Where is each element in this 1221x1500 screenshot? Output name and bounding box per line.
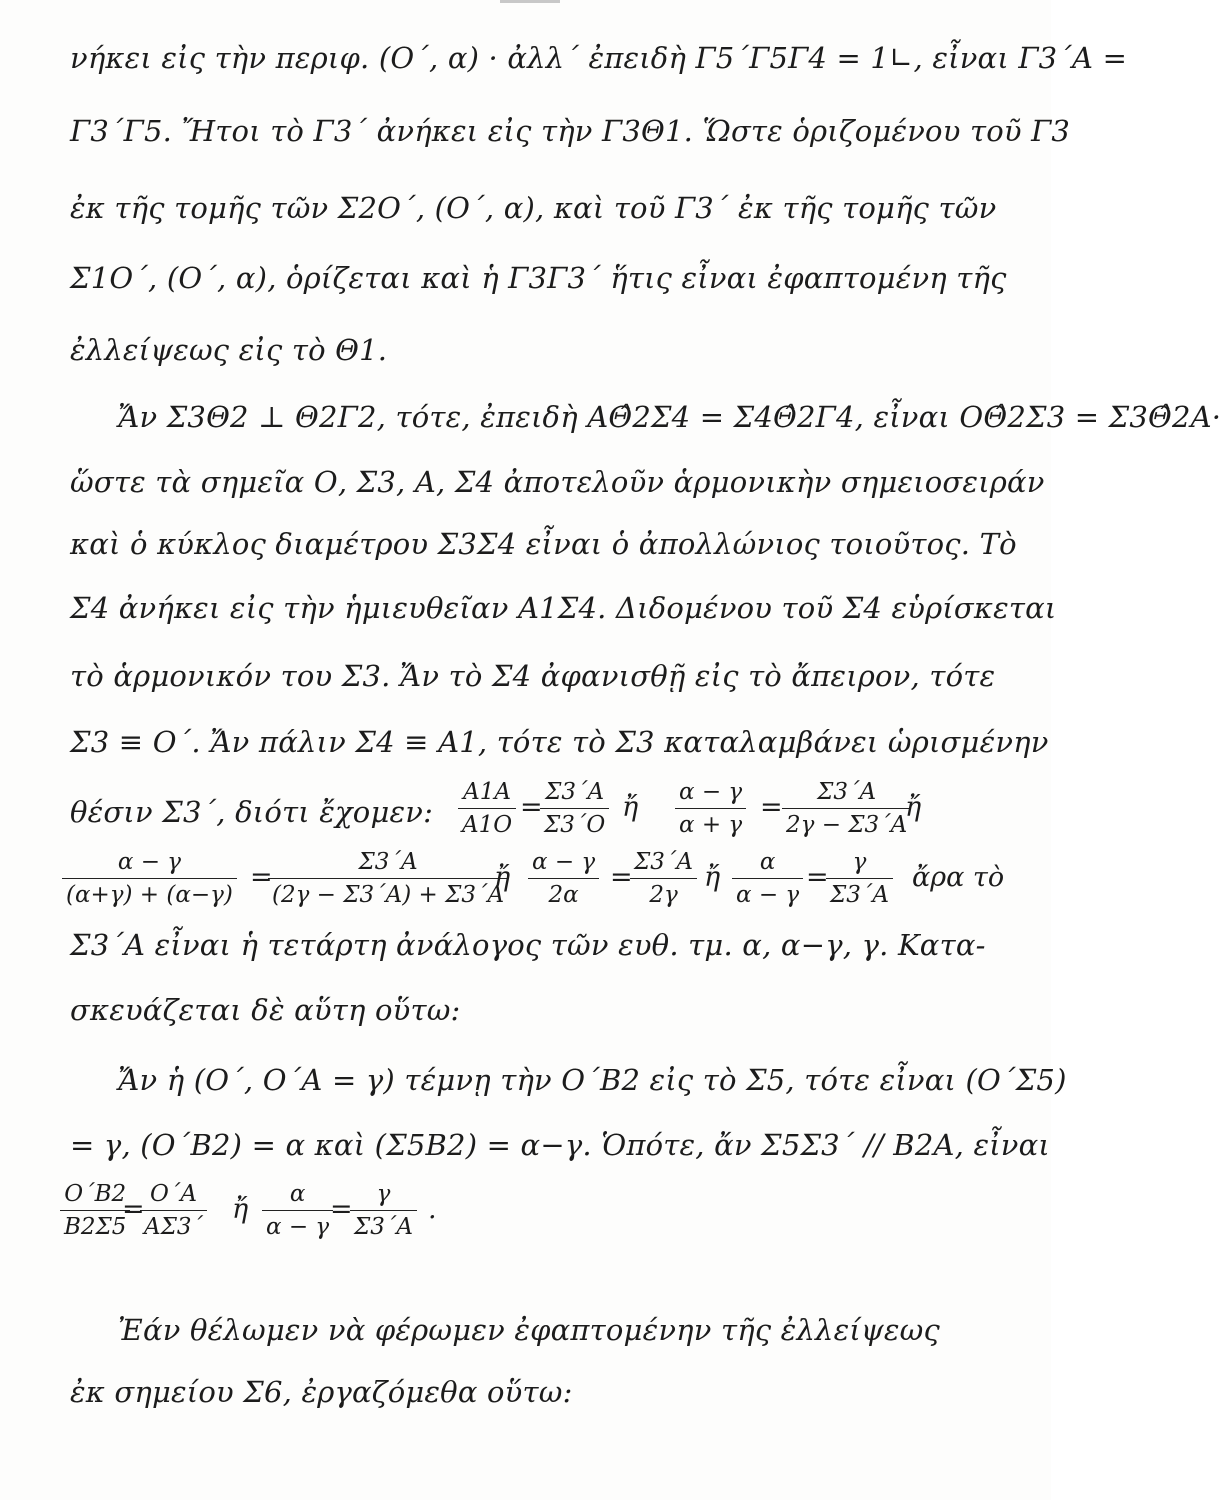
text-line-1: νήκει εἰς τὴν περιφ. (Ο΄, α) · ἀλλ΄ ἐπειδὴ Γ5΄Γ5Γ4 = 1∟, εἶναι Γ3΄Α =	[70, 41, 1128, 75]
formula-fraction: $\frac{\alpha - \gamma}{\alpha + \gamma}$	[675, 778, 746, 839]
text-line-7: ὥστε τὰ σημεῖα Ο, Σ3, Α, Σ4 ἀποτελοῦν ἁρμονικὴν σημειοσειράν	[70, 465, 1045, 499]
formula-row-1	[0, 778, 1051, 838]
formula-fraction: $\frac{\alpha - \gamma}{2\alpha}$	[528, 848, 599, 909]
equals-sign: =	[122, 1194, 145, 1225]
text-line-2: Γ3΄Γ5. Ἤτοι τὸ Γ3΄ ἀνήκει εἰς τὴν Γ3Θ1. Ὥστε ὁριζομένου τοῦ Γ3	[70, 114, 1071, 148]
formula-fraction: $\frac{\Sigma 3΄A}{2\gamma - \Sigma 3΄A}$	[782, 778, 911, 839]
equals-sign: =	[250, 862, 273, 893]
formula-fraction: $\frac{A1A}{A1O}$	[458, 778, 516, 839]
text-fragment: ἄρα τὸ	[912, 862, 1005, 893]
or-word: ἤ	[905, 792, 922, 823]
formula-fraction: $\frac{\gamma}{\Sigma 3΄A}$	[350, 1180, 417, 1241]
text-line-10: τὸ ἁρμονικόν του Σ3. Ἄν τὸ Σ4 ἀφανισθῇ εἰς τὸ ἄπειρον, τότε	[70, 659, 996, 693]
text-line-4: Σ1Ο΄, (Ο΄, α), ὁρίζεται καὶ ἡ Γ3Γ3΄ ἥτις εἶναι ἐφαπτομένη τῆς	[70, 261, 1007, 295]
formula-fraction: $\frac{\Sigma 3΄A}{(2\gamma - \Sigma 3΄A) + \Sigma 3΄A}$	[268, 848, 508, 909]
text-line-8: καὶ ὁ κύκλος διαμέτρου Σ3Σ4 εἶναι ὁ ἀπολλώνιος τοιοῦτος. Τὸ	[70, 527, 1017, 561]
formula-fraction: $\frac{\alpha - \gamma}{(\alpha+\gamma) + (\alpha-\gamma)}$	[62, 848, 237, 909]
text-line-18: ἐκ σημείου Σ6, ἐργαζόμεθα οὕτω:	[70, 1375, 573, 1409]
formula-row-3	[0, 1180, 1051, 1240]
period: .	[428, 1194, 437, 1225]
text-line-16: = γ, (Ο΄Β2) = α καὶ (Σ5Β2) = α−γ. Ὁπότε, ἄν Σ5Σ3΄ // Β2Α, εἶναι	[70, 1128, 1050, 1162]
text-line-6: Ἄν Σ3Θ2 ⊥ Θ2Γ2, τότε, ἐπειδὴ ΑΘ̂2Σ4 = Σ4Θ̂2Γ4, εἶναι ΟΘ̂2Σ3 = Σ3Θ̂2Α·	[118, 400, 1221, 434]
formula-fraction: $\frac{\Sigma 3΄A}{\Sigma 3΄O}$	[540, 778, 609, 839]
text-line-17: Ἐάν θέλωμεν νὰ φέρωμεν ἐφαπτομένην τῆς ἐλλείψεως	[118, 1313, 940, 1347]
text-line-12: θέσιν Σ3΄, διότι ἔχομεν:	[70, 795, 434, 829]
formula-fraction: $\frac{O΄A}{A\Sigma 3΄}$	[140, 1180, 207, 1241]
text-line-9: Σ4 ἀνήκει εἰς τὴν ἡμιευθεῖαν Α1Σ4. Διδομένου τοῦ Σ4 εὑρίσκεται	[70, 591, 1057, 625]
text-line-13: Σ3΄Α εἶναι ἡ τετάρτη ἀνάλογος τῶν ευθ. τμ. α, α−γ, γ. Κατα-	[70, 928, 986, 962]
equals-sign: =	[806, 862, 829, 893]
or-word: ἤ	[622, 792, 639, 823]
equals-sign: =	[520, 792, 543, 823]
formula-fraction: $\frac{O΄B2}{B2\Sigma 5}$	[60, 1180, 130, 1241]
text-line-14: σκευάζεται δὲ αὕτη οὕτω:	[70, 993, 461, 1027]
top-edge-mark	[500, 0, 560, 3]
formula-fraction: $\frac{\alpha}{\alpha - \gamma}$	[262, 1180, 333, 1241]
formula-row-2	[0, 848, 1051, 908]
formula-fraction: $\frac{\gamma}{\Sigma 3΄A}$	[826, 848, 893, 909]
text-line-3: ἐκ τῆς τομῆς τῶν Σ2Ο΄, (Ο΄, α), καὶ τοῦ Γ3΄ ἐκ τῆς τομῆς τῶν	[70, 191, 997, 225]
text-line-11: Σ3 ≡ Ο΄. Ἄν πάλιν Σ4 ≡ Α1, τότε τὸ Σ3 καταλαμβάνει ὡρισμένην	[70, 725, 1049, 759]
or-word: ἤ	[232, 1194, 249, 1225]
equals-sign: =	[760, 792, 783, 823]
equals-sign: =	[610, 862, 633, 893]
text-line-5: ἐλλείψεως εἰς τὸ Θ1.	[70, 333, 388, 367]
or-word: ἤ	[704, 862, 721, 893]
equals-sign: =	[330, 1194, 353, 1225]
formula-fraction: $\frac{\Sigma 3΄A}{2\gamma}$	[630, 848, 697, 909]
text-line-15: Ἄν ἡ (Ο΄, Ο΄Α = γ) τέμνῃ τὴν Ο΄Β2 εἰς τὸ Σ5, τότε εἶναι (Ο΄Σ5)	[118, 1063, 1067, 1097]
or-word: ἤ	[494, 862, 511, 893]
formula-fraction: $\frac{\alpha}{\alpha - \gamma}$	[732, 848, 803, 909]
